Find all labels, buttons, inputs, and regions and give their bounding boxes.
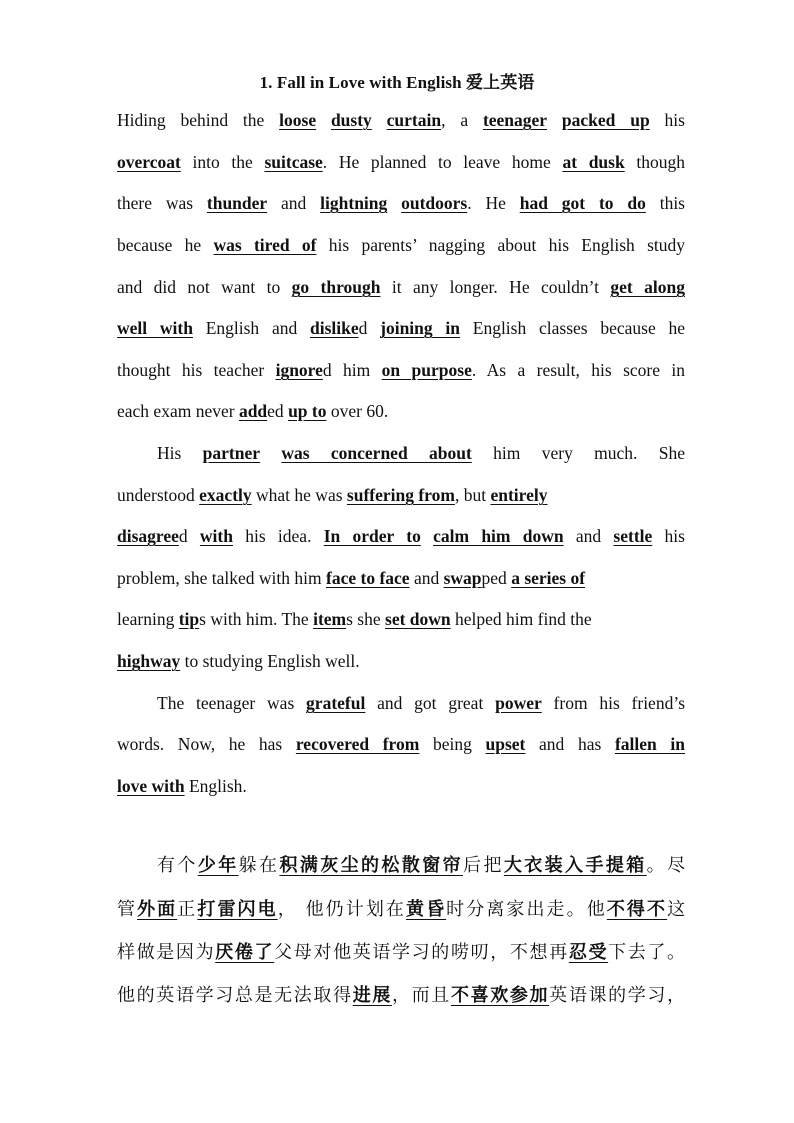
vocab-term: recovered from xyxy=(295,734,420,754)
vocab-term: a series of xyxy=(511,568,586,588)
vocab-term: 积满灰尘的松散窗帘 xyxy=(279,855,464,876)
text-segment: s with him. The xyxy=(199,609,314,629)
text-segment: 这 xyxy=(667,899,686,920)
vocab-term: thunder xyxy=(206,193,268,213)
chinese-line-2 xyxy=(117,897,685,923)
text-segment: 管 xyxy=(117,899,138,920)
text-segment: d xyxy=(178,526,200,546)
text-segment: 后把 xyxy=(463,855,504,876)
vocab-term: dusty xyxy=(330,110,372,130)
lesson-title: 1. Fall in Love with English 爱上英语 xyxy=(259,73,535,92)
vocab-term: well with xyxy=(117,318,193,338)
chinese-line-4 xyxy=(117,983,685,1009)
vocab-term: fallen in xyxy=(614,734,685,754)
text-segment xyxy=(547,110,562,130)
text-segment xyxy=(260,443,281,463)
vocab-term: with xyxy=(199,526,233,546)
vocab-term: on purpose xyxy=(381,360,472,380)
text-segment: though xyxy=(624,152,685,172)
text-segment: and has xyxy=(525,734,615,754)
text-segment: being xyxy=(419,734,486,754)
vocab-term: 外面 xyxy=(137,899,178,920)
english-line-17 xyxy=(117,774,685,798)
text-segment: . He planned to leave home xyxy=(322,152,563,172)
text-segment: 有个 xyxy=(157,855,198,876)
english-line-11 xyxy=(117,524,685,548)
text-segment: Hiding behind the xyxy=(117,110,280,130)
text-segment: English. xyxy=(184,776,247,796)
text-segment: his xyxy=(652,526,685,546)
text-segment: and got great xyxy=(365,693,496,713)
vocab-term: 不得不 xyxy=(606,899,668,920)
text-segment: what he was xyxy=(251,485,347,505)
text-segment: over 60. xyxy=(326,401,389,421)
english-line-8 xyxy=(117,399,685,423)
text-segment: ped xyxy=(481,568,512,588)
vocab-term: go through xyxy=(291,277,381,297)
text-segment: his parents’ nagging about his English study xyxy=(316,235,685,255)
text-segment: and xyxy=(563,526,614,546)
chinese-line-1 xyxy=(157,853,685,879)
text-segment: this xyxy=(645,193,685,213)
text-segment: ed xyxy=(267,401,289,421)
vocab-term: overcoat xyxy=(117,152,181,172)
text-segment: learning xyxy=(117,609,179,629)
vocab-term: joining in xyxy=(380,318,460,338)
text-segment: 正 xyxy=(177,899,198,920)
vocab-term: lightning xyxy=(320,193,388,213)
english-line-4 xyxy=(117,233,685,257)
vocab-term: was concerned about xyxy=(281,443,472,463)
text-segment: ，而且 xyxy=(392,985,451,1006)
vocab-term: highway xyxy=(117,651,181,671)
vocab-term: exactly xyxy=(199,485,252,505)
english-line-7 xyxy=(117,358,685,382)
vocab-term: suffering from xyxy=(346,485,455,505)
text-segment: thought his teacher xyxy=(117,360,276,380)
vocab-term: up to xyxy=(288,401,327,421)
vocab-term: suitcase xyxy=(264,152,323,172)
vocab-term: add xyxy=(238,401,268,421)
english-line-14 xyxy=(117,649,685,673)
vocab-term: face to face xyxy=(326,568,410,588)
text-segment: there was xyxy=(117,193,207,213)
vocab-term: settle xyxy=(613,526,653,546)
text-segment: 时分离家出走。他 xyxy=(446,899,607,920)
vocab-term: had got to do xyxy=(519,193,646,213)
vocab-term: 黄昏 xyxy=(405,899,447,920)
text-segment: him very much. She xyxy=(471,443,686,463)
vocab-term: power xyxy=(495,693,542,713)
text-segment: and did not want to xyxy=(117,277,292,297)
text-segment: 英语课的学习， xyxy=(549,985,686,1006)
english-line-5 xyxy=(117,275,685,299)
vocab-term: swap xyxy=(443,568,482,588)
english-line-12 xyxy=(117,566,685,590)
vocab-term: love with xyxy=(117,776,185,796)
text-segment: into the xyxy=(180,152,265,172)
text-segment: 躲在 xyxy=(238,855,280,876)
text-segment: it any longer. He couldn’t xyxy=(380,277,611,297)
text-segment: understood xyxy=(117,485,200,505)
text-segment: his xyxy=(649,110,685,130)
text-segment: . He xyxy=(467,193,520,213)
vocab-term: teenager xyxy=(482,110,548,130)
vocab-term: 厌倦了 xyxy=(215,942,275,963)
text-segment: because he xyxy=(117,235,214,255)
text-segment: 样做是因为 xyxy=(117,942,216,963)
text-segment: , a xyxy=(441,110,483,130)
english-line-3 xyxy=(117,191,685,215)
text-segment: 下去了。 xyxy=(608,942,686,963)
vocab-term: partner xyxy=(202,443,261,463)
text-segment: , but xyxy=(454,485,491,505)
text-segment xyxy=(316,110,331,130)
vocab-term: dislike xyxy=(309,318,359,338)
english-line-10 xyxy=(117,483,685,507)
vocab-term: 忍受 xyxy=(568,942,609,963)
vocab-term: tip xyxy=(178,609,200,629)
text-segment: words. Now, he has xyxy=(117,734,296,754)
text-segment: 他的英语学习总是无法取得 xyxy=(117,985,353,1006)
text-segment: His xyxy=(157,443,203,463)
vocab-term: grateful xyxy=(306,693,366,713)
vocab-term: entirely xyxy=(490,485,548,505)
text-segment: English classes because he xyxy=(460,318,685,338)
english-line-16 xyxy=(117,732,685,756)
vocab-term: curtain xyxy=(386,110,442,130)
english-line-9 xyxy=(157,441,685,465)
vocab-term: at dusk xyxy=(562,152,625,172)
chinese-line-3 xyxy=(117,940,685,966)
text-segment: problem, she talked with him xyxy=(117,568,326,588)
text-segment: helped him find the xyxy=(450,609,592,629)
vocab-term: 进展 xyxy=(352,985,393,1006)
english-line-1 xyxy=(117,108,685,132)
vocab-term: In order to xyxy=(323,526,421,546)
vocab-term: get along xyxy=(610,277,685,297)
english-line-2 xyxy=(117,150,685,174)
vocab-term: 少年 xyxy=(197,855,239,876)
text-segment: and xyxy=(267,193,321,213)
text-segment xyxy=(387,193,401,213)
vocab-term: item xyxy=(313,609,347,629)
vocab-term: loose xyxy=(279,110,317,130)
text-segment: ， 他仍计划在 xyxy=(277,899,406,920)
text-segment: 父母对他英语学习的唠叨，不想再 xyxy=(274,942,569,963)
text-segment: s she xyxy=(346,609,386,629)
english-line-13 xyxy=(117,607,685,631)
text-segment: . As a result, his score in xyxy=(471,360,686,380)
vocab-term: outdoors xyxy=(401,193,468,213)
english-line-6 xyxy=(117,316,685,340)
text-segment: The teenager was xyxy=(157,693,307,713)
vocab-term: was tired of xyxy=(213,235,317,255)
text-segment: English and xyxy=(192,318,310,338)
text-segment: from his friend’s xyxy=(541,693,685,713)
text-segment xyxy=(421,526,433,546)
text-segment: 。尽 xyxy=(646,855,686,876)
text-segment: his idea. xyxy=(232,526,324,546)
vocab-term: calm him down xyxy=(433,526,564,546)
text-segment xyxy=(372,110,387,130)
vocab-term: 大衣装入手提箱 xyxy=(503,855,647,876)
vocab-term: 打雷闪电 xyxy=(197,899,278,920)
text-segment: d xyxy=(358,318,381,338)
vocab-term: set down xyxy=(385,609,451,629)
text-segment: d him xyxy=(322,360,382,380)
english-line-15 xyxy=(157,691,685,715)
vocab-term: packed up xyxy=(561,110,650,130)
vocab-term: upset xyxy=(485,734,526,754)
text-segment: and xyxy=(409,568,444,588)
vocab-term: disagree xyxy=(117,526,179,546)
vocab-term: ignore xyxy=(275,360,323,380)
text-segment: to studying English well. xyxy=(180,651,360,671)
text-segment: each exam never xyxy=(117,401,239,421)
vocab-term: 不喜欢参加 xyxy=(450,985,550,1006)
